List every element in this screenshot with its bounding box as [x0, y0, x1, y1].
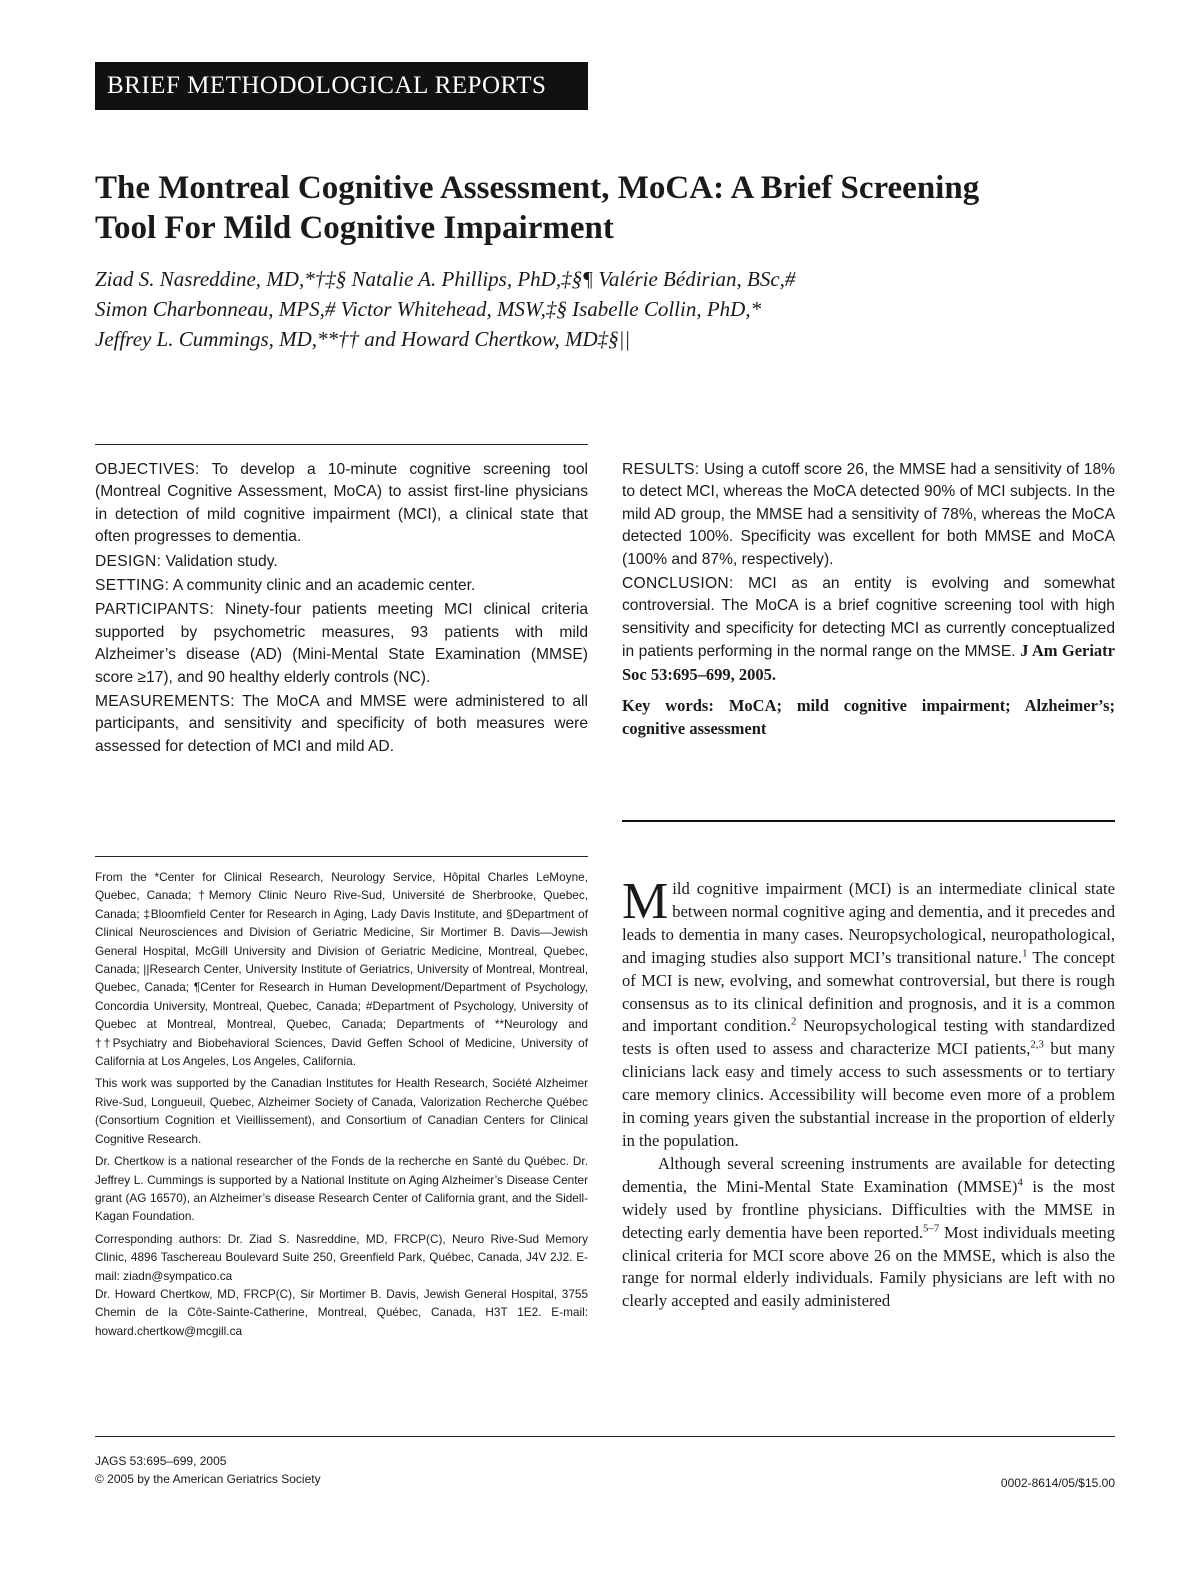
- footnote-rule: [95, 856, 588, 857]
- results-label: RESULTS:: [622, 461, 700, 478]
- abstract-left-column: [95, 459, 588, 760]
- conclusion-label: CONCLUSION:: [622, 575, 734, 593]
- article-title: [95, 168, 1115, 248]
- reference-marker: 1: [1022, 947, 1028, 960]
- abstract-conclusion: [622, 573, 1115, 687]
- section-banner-label: BRIEF METHODOLOGICAL REPORTS: [107, 72, 547, 99]
- abstract-keywords: [622, 695, 1115, 742]
- design-label: DESIGN:: [95, 552, 162, 570]
- abstract-objectives: [95, 459, 588, 549]
- footer-left: [95, 1452, 595, 1488]
- reference-marker: 5–7: [923, 1222, 940, 1235]
- footnote-corresponding-1: Corresponding authors: Dr. Ziad S. Nasreddine, MD, FRCP(C), Neuro Rive-Sud Memory Clinic, 4896 Taschereau Boulevard Suite 250, Greenfield Park, Québec, Canada, J4V 2J2. E-mail: ziadn@sympatico.ca: [95, 1231, 588, 1283]
- author-list: [95, 264, 1115, 354]
- setting-label: SETTING:: [95, 577, 170, 595]
- footnote-funding: This work was supported by the Canadian Institutes for Health Research, Société Alzheimer Rive-Sud, Longueuil, Quebec, Alzheimer Society of Canada, Valorization Recherche Québec (Consortium Cognition et Vieillissement), and Consortium of Canadian Centers for Clinical Cognitive Research.: [95, 1076, 588, 1146]
- body-p1-part-b: The concept of MCI is new, evolving, and somewhat controversial, but there is rough consensus as to its clinical definition and prognosis, and it is a common and important condition.: [622, 947, 1115, 1036]
- objectives-label: OBJECTIVES:: [95, 461, 200, 478]
- author-line-3: Jeffrey L. Cummings, MD,**†† and Howard Chertkow, MD‡§||: [95, 327, 631, 351]
- drop-cap: M: [622, 873, 669, 930]
- abstract-measurements: [95, 691, 588, 758]
- body-p2-part-b: is the most widely used by frontline physicians. Difficulties with the MMSE in detecting early dementia have been reported.: [622, 1176, 1115, 1242]
- abstract-bottom-rule: [622, 820, 1115, 822]
- journal-citation: J Am Geriatr Soc 53:695–699, 2005.: [622, 641, 1116, 684]
- author-line-2: Simon Charbonneau, MPS,# Victor Whitehead, MSW,‡§ Isabelle Collin, PhD,*: [95, 297, 762, 321]
- abstract-right-column: [622, 459, 1115, 744]
- body-p1-part-c: Neuropsychological testing with standardized tests is often used to assess and characterize MCI patients,: [622, 1016, 1115, 1059]
- abstract-results: [622, 459, 1115, 571]
- participants-text: Ninety-four patients meeting MCI clinical criteria supported by psychometric measures, 93 patients with mild Alzheimer’s disease (AD) (Mini-Mental State Examination (MMSE) score ≥17), and 90 healthy elderly controls (NC).: [95, 601, 588, 686]
- reference-marker: 4: [1017, 1176, 1023, 1189]
- body-p2-part-c: Most individuals meeting clinical criteria for MCI score above 26 on the MMSE, which is also the range for normal elderly individuals. Family physicians are left with no clearly accepted and easily administered: [622, 1222, 1116, 1311]
- measurements-text: The MoCA and MMSE were administered to all participants, and sensitivity and specificity of both measures were assessed for detection of MCI and mild AD.: [95, 693, 588, 755]
- author-line-1: Ziad S. Nasreddine, MD,*†‡§ Natalie A. Phillips, PhD,‡§¶ Valérie Bédirian, BSc,#: [95, 267, 796, 291]
- abstract-top-rule: [95, 444, 588, 445]
- objectives-text: To develop a 10-minute cognitive screening tool (Montreal Cognitive Assessment, MoCA) to assist first-line physicians in detection of mild cognitive impairment (MCI), a clinical state that often progresses to dementia.: [95, 461, 588, 546]
- conclusion-text: MCI as an entity is evolving and somewhat controversial. The MoCA is a brief cognitive screening tool with high sensitivity and specificity for detecting MCI as currently conceptualized in patients performing in the normal range on the MMSE.: [622, 575, 1115, 661]
- footnotes: [95, 868, 588, 1344]
- footnote-corresponding-2: Dr. Howard Chertkow, MD, FRCP(C), Sir Mortimer B. Davis, Jewish General Hospital, 3755 Chemin de la Côte-Sainte-Catherine, Montreal, Québec, Canada, H3T 1E2. E-mail: howard.chertkow@mcgill.ca: [95, 1286, 588, 1338]
- reference-marker: 2,3: [1030, 1038, 1044, 1051]
- body-p1-part-d: but many clinicians lack easy and timely access to such assessments or to tertiary care memory clinics. Accessibility will become even more of a problem in coming years given the substantial increase in the proportion of elderly in the population.: [622, 1039, 1115, 1150]
- body-paragraph-1: [622, 873, 1115, 1153]
- footer-right: [1001, 1474, 1115, 1492]
- participants-label: PARTICIPANTS:: [95, 601, 215, 619]
- abstract-participants: [95, 599, 588, 689]
- body-paragraph-2: [622, 1153, 1115, 1313]
- keywords-text: MoCA; mild cognitive impairment; Alzheimer’s; cognitive assessment: [622, 696, 1115, 739]
- article-title-line-1: The Montreal Cognitive Assessment, MoCA: A Brief Screening: [95, 170, 980, 206]
- body-p1-part-a: ild cognitive impairment (MCI) is an intermediate clinical state between normal cognitive aging and dementia, and it precedes and leads to dementia in many cases. Neuropsychological, neuropathological, and imaging studies also support MCI’s transitional nature.: [622, 879, 1115, 967]
- article-title-line-2: Tool For Mild Cognitive Impairment: [95, 210, 614, 246]
- measurements-label: MEASUREMENTS:: [95, 693, 235, 711]
- abstract-setting: [95, 575, 588, 597]
- results-text: Using a cutoff score 26, the MMSE had a sensitivity of 18% to detect MCI, whereas the MoCA detected 90% of MCI subjects. In the mild AD group, the MMSE had a sensitivity of 78%, whereas the MoCA detected 100%. Specificity was excellent for both MMSE and MoCA (100% and 87%, respectively).: [622, 461, 1115, 568]
- footer-journal: JAGS 53:695–699, 2005: [95, 1454, 227, 1468]
- design-text: Validation study.: [165, 552, 278, 570]
- footnote-chertkow: Dr. Chertkow is a national researcher of the Fonds de la recherche en Santé du Québec. Dr. Jeffrey L. Cummings is supported by a National Institute on Aging Alzheimer’s Disease Center grant (AG 16570), an Alzheimer’s disease Research Center of California grant, and the Sidell-Kagan Foundation.: [95, 1154, 588, 1224]
- reference-marker: 2: [791, 1015, 797, 1028]
- body-text: [622, 873, 1116, 1313]
- section-banner: [95, 62, 588, 110]
- footer-code: 0002-8614/05/$15.00: [1000, 1476, 1115, 1490]
- abstract-design: [95, 551, 588, 573]
- footnote-affiliations: From the *Center for Clinical Research, Neurology Service, Hôpital Charles LeMoyne, Quebec, Canada; †Memory Clinic Neuro Rive-Sud, Université de Sherbrooke, Quebec, Canada; ‡Bloomfield Center for Research in Aging, Lady Davis Institute, and §Department of Clinical Neurosciences and Division of Geriatric Medicine, Sir Mortimer B. Davis—Jewish General Hospital, McGill University and Division of Geriatric Medicine, Montreal, Quebec, Canada; ||Research Center, University Institute of Geriatrics, University of Montreal, Montreal, Quebec, Canada; ¶Center for Research in Human Development/Department of Psychology, Concordia University, Montreal, Quebec, Canada; #Department of Psychology, University of Quebec at Montreal, Montreal, Quebec, Canada; Departments of **Neurology and ††Psychiatry and Biobehavioral Sciences, David Geffen School of Medicine, University of California at Los Angeles, Los Angeles, California.: [95, 870, 588, 1069]
- footer-rule: [95, 1436, 1115, 1437]
- body-p2-part-a: Although several screening instruments are available for detecting dementia, the Mini-Mental State Examination (MMSE): [622, 1153, 1115, 1196]
- keywords-label: Key words:: [622, 696, 714, 716]
- setting-text: A community clinic and an academic center.: [172, 577, 476, 595]
- footer-copyright: © 2005 by the American Geriatrics Society: [95, 1472, 321, 1486]
